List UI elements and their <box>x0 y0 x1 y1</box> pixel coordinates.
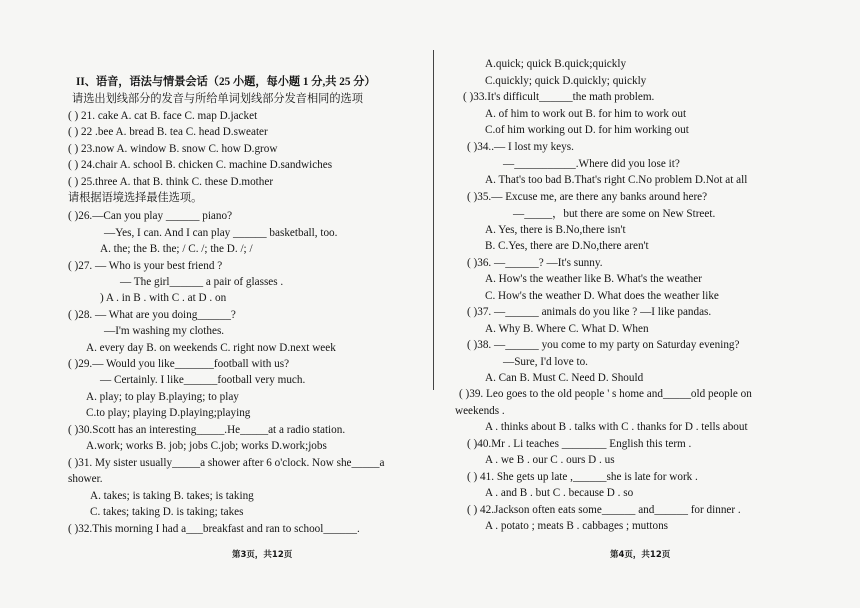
right-text-line: ( )37. —______ animals do you like ? —I like pandas. <box>467 306 712 318</box>
left-text-line: — Certainly. I like______football very much. <box>100 374 306 386</box>
right-text-line: ( )38. —______ you come to my party on Saturday evening? <box>467 339 740 351</box>
left-text-line: ( ) 21. cake A. cat B. face C. map D.jacket <box>68 110 258 122</box>
right-text-line: —___________.Where did you lose it? <box>503 158 680 170</box>
right-text-line: weekends . <box>455 405 505 417</box>
right-text-line: ( ) 42.Jackson often eats some______ and______ for dinner . <box>467 504 741 516</box>
right-text-line: ( )35.— Excuse me, are there any banks around here? <box>467 191 708 203</box>
right-text-line: ( )36. —______? —It's sunny. <box>467 257 603 269</box>
left-text-line: ( ) 25.three A. that B. think C. these D.mother <box>68 176 274 188</box>
left-text-line: ( )31. My sister usually_____a shower after 6 o'clock. Now she_____a <box>68 457 385 469</box>
left-text-line: ) A . in B . with C . at D . on <box>100 292 227 304</box>
right-text-line: A. Why B. Where C. What D. When <box>485 323 649 335</box>
right-text-line: A. Yes, there is B.No,there isn't <box>485 224 626 236</box>
right-text-line: C. How's the weather D. What does the weather like <box>485 290 719 302</box>
left-text-line: A. every day B. on weekends C. right now D.next week <box>86 342 336 354</box>
left-text-line: ( )28. — What are you doing______? <box>68 309 236 321</box>
right-text-line: A . thinks about B . talks with C . thanks for D . tells about <box>485 421 748 433</box>
page-number-right: 第4页，共12页 <box>610 550 671 560</box>
right-text-line: ( ) 41. She gets up late ,______she is late for work . <box>467 471 698 483</box>
page-number-left: 第3页，共12页 <box>232 550 293 560</box>
left-text-line: C.to play; playing D.playing;playing <box>86 407 251 419</box>
left-text-line: ( ) 24.chair A. school B. chicken C. machine D.sandwiches <box>68 159 333 171</box>
right-text-line: ( )39. Leo goes to the old people ' s home and_____old people on <box>459 388 752 400</box>
right-text-line: A . we B . our C . ours D . us <box>485 454 615 466</box>
left-text-line: — The girl______ a pair of glasses . <box>120 276 284 288</box>
left-text-line: 请选出划线部分的发音与所给单词划线部分发音相同的选项 <box>72 93 363 105</box>
left-text-line: —Yes, I can. And I can play ______ basketball, too. <box>104 227 338 239</box>
left-text-line: shower. <box>68 473 103 485</box>
left-text-line: 请根据语境选择最佳选项。 <box>68 192 203 204</box>
left-text-line: C. takes; taking D. is taking; takes <box>90 506 244 518</box>
left-text-line: ( ) 23.now A. window B. snow C. how D.grow <box>68 143 278 155</box>
left-text-line: A. play; to play B.playing; to play <box>86 391 239 403</box>
right-text-line: —Sure, I'd love to. <box>503 356 588 368</box>
column-divider <box>433 50 434 390</box>
right-text-line: A . and B . but C . because D . so <box>485 487 634 499</box>
left-text-line: A.work; works B. job; jobs C.job; works D.work;jobs <box>86 440 327 452</box>
right-text-line: A.quick; quick B.quick;quickly <box>485 58 627 70</box>
left-text-line: ( )29.— Would you like_______football with us? <box>68 358 290 370</box>
right-text-line: ( )34..— I lost my keys. <box>467 141 574 153</box>
right-text-line: B. C.Yes, there are D.No,there aren't <box>485 240 649 252</box>
left-text-line: ( )30.Scott has an interesting_____.He_____at a radio station. <box>68 424 346 436</box>
left-text-line: A. takes; is taking B. takes; is taking <box>90 490 254 502</box>
left-text-line: ( ) 22 .bee A. bread B. tea C. head D.sweater <box>68 126 268 138</box>
left-text-line: A. the; the B. the; / C. /; the D. /; / <box>100 243 253 255</box>
left-text-line: ( )27. — Who is your best friend ? <box>68 260 223 272</box>
right-text-line: C.quickly; quick D.quickly; quickly <box>485 75 647 87</box>
right-text-line: A. That's too bad B.That's right C.No problem D.Not at all <box>485 174 748 186</box>
right-text-line: A. Can B. Must C. Need D. Should <box>485 372 644 384</box>
right-text-line: A. of him to work out B. for him to work out <box>485 108 687 120</box>
right-text-line: ( )40.Mr . Li teaches ________ English this term . <box>467 438 692 450</box>
right-text-line: —_____，but there are some on New Street. <box>513 208 716 220</box>
right-text-line: C.of him working out D. for him working out <box>485 124 689 136</box>
right-text-line: A. How's the weather like B. What's the weather <box>485 273 702 285</box>
left-text-line: —I'm washing my clothes. <box>104 325 225 337</box>
left-text-line: ( )26.—Can you play ______ piano? <box>68 210 233 222</box>
right-text-line: A . potato ; meats B . cabbages ; muttons <box>485 520 669 532</box>
left-text-line: ( )32.This morning I had a___breakfast and ran to school______. <box>68 523 360 535</box>
left-text-line: II、语音，语法与情景会话（25 小题，每小题 1 分,共 25 分） <box>76 76 376 88</box>
right-text-line: ( )33.It's difficult______the math problem. <box>463 91 655 103</box>
